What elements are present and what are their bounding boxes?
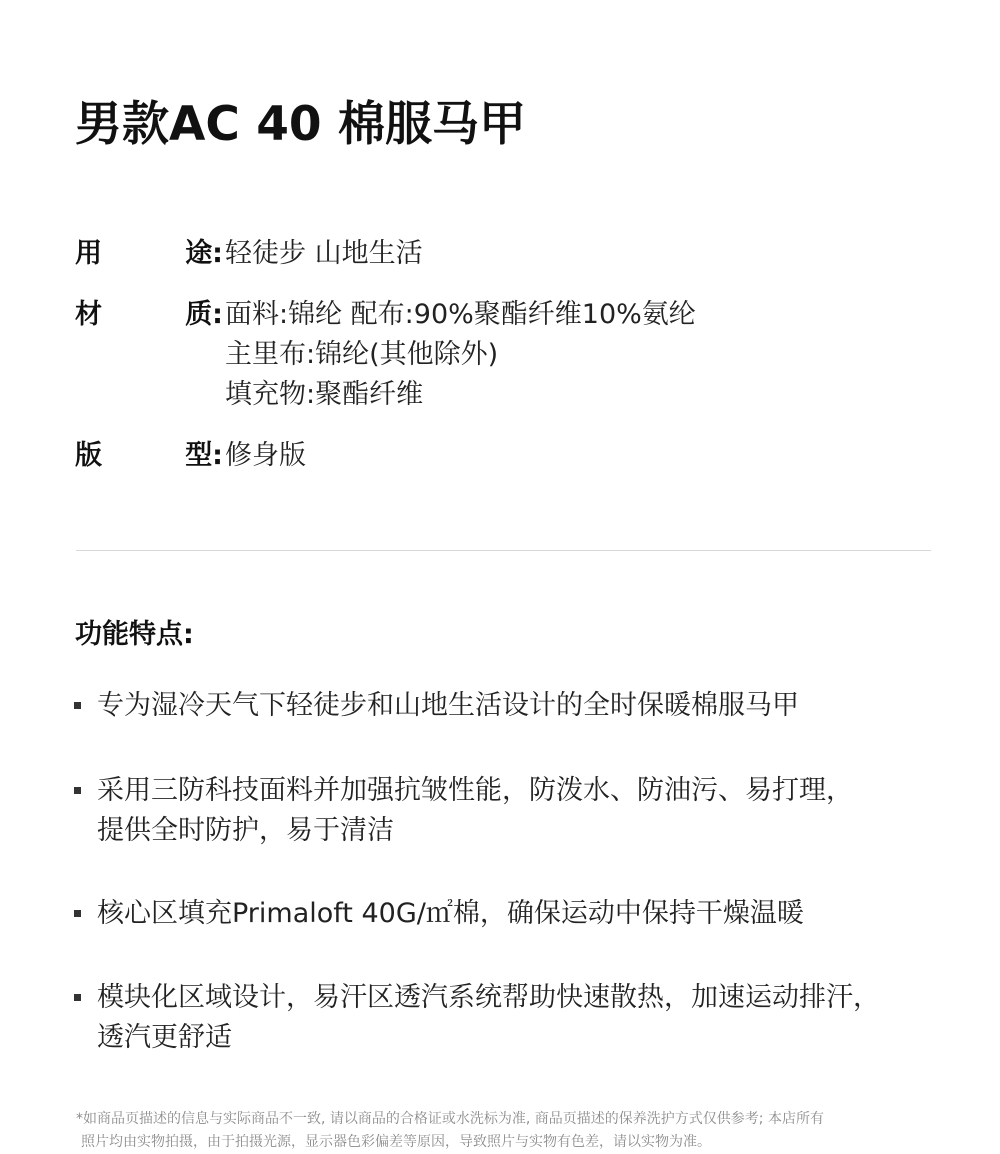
spec-row-fit [75, 436, 306, 476]
feature-item [74, 978, 979, 1058]
disclaimer-line: 照片均由实物拍摄，由于拍摄光源，显示器色彩偏差等原因，导致照片与实物有色差，请以实物为准。 [81, 1134, 711, 1150]
spec-label-first: 材 [75, 299, 102, 330]
spec-values [225, 295, 696, 415]
features-heading: 功能特点: [75, 619, 194, 650]
disclaimer-line: *如商品页描述的信息与实际商品不一致, 请以商品的合格证或水洗标为准, 商品页描述的保养洗护方式仅供参考; 本店所有 [76, 1111, 824, 1127]
spec-label-second: 质: [185, 299, 223, 330]
spec-label-second: 型: [185, 440, 223, 471]
spec-value-line: 填充物:聚酯纤维 [225, 379, 424, 410]
feature-line: 专为湿冷天气下轻徒步和山地生活设计的全时保暖棉服马甲 [97, 690, 799, 721]
spec-label [75, 436, 223, 476]
bullet-icon [74, 702, 81, 709]
feature-text [97, 686, 799, 726]
bullet-icon [74, 787, 81, 794]
feature-line: 核心区填充Primaloft 40G/㎡棉，确保运动中保持干燥温暖 [97, 898, 804, 929]
spec-label [75, 234, 223, 274]
spec-values [225, 234, 423, 274]
spec-label-first: 用 [75, 238, 102, 269]
spec-row-usage [75, 234, 423, 274]
feature-line: 透汽更舒适 [97, 1022, 232, 1053]
feature-text [97, 978, 880, 1058]
feature-text [97, 771, 853, 851]
feature-line: 提供全时防护，易于清洁 [97, 815, 394, 846]
page-title: 男款AC 40 棉服马甲 [75, 97, 526, 152]
feature-item [74, 686, 979, 726]
spec-value-line: 主里布:锦纶(其他除外) [225, 339, 499, 370]
feature-line: 模块化区域设计，易汗区透汽系统帮助快速散热，加速运动排汗， [97, 982, 880, 1013]
feature-line: 采用三防科技面料并加强抗皱性能，防泼水、防油污、易打理， [97, 775, 853, 806]
spec-value-line: 轻徒步 山地生活 [225, 238, 423, 269]
spec-value-line: 修身版 [225, 440, 306, 471]
bullet-icon [74, 910, 81, 917]
section-divider [76, 550, 931, 551]
spec-row-material [75, 295, 696, 415]
disclaimer-note [76, 1108, 956, 1154]
spec-values [225, 436, 306, 476]
spec-value-line: 面料:锦纶 配布:90%聚酯纤维10%氨纶 [225, 299, 696, 330]
bullet-icon [74, 994, 81, 1001]
feature-text [97, 894, 804, 934]
spec-label [75, 295, 223, 335]
feature-item [74, 894, 979, 934]
spec-label-second: 途: [185, 238, 223, 269]
feature-item [74, 771, 979, 851]
spec-label-first: 版 [75, 440, 102, 471]
